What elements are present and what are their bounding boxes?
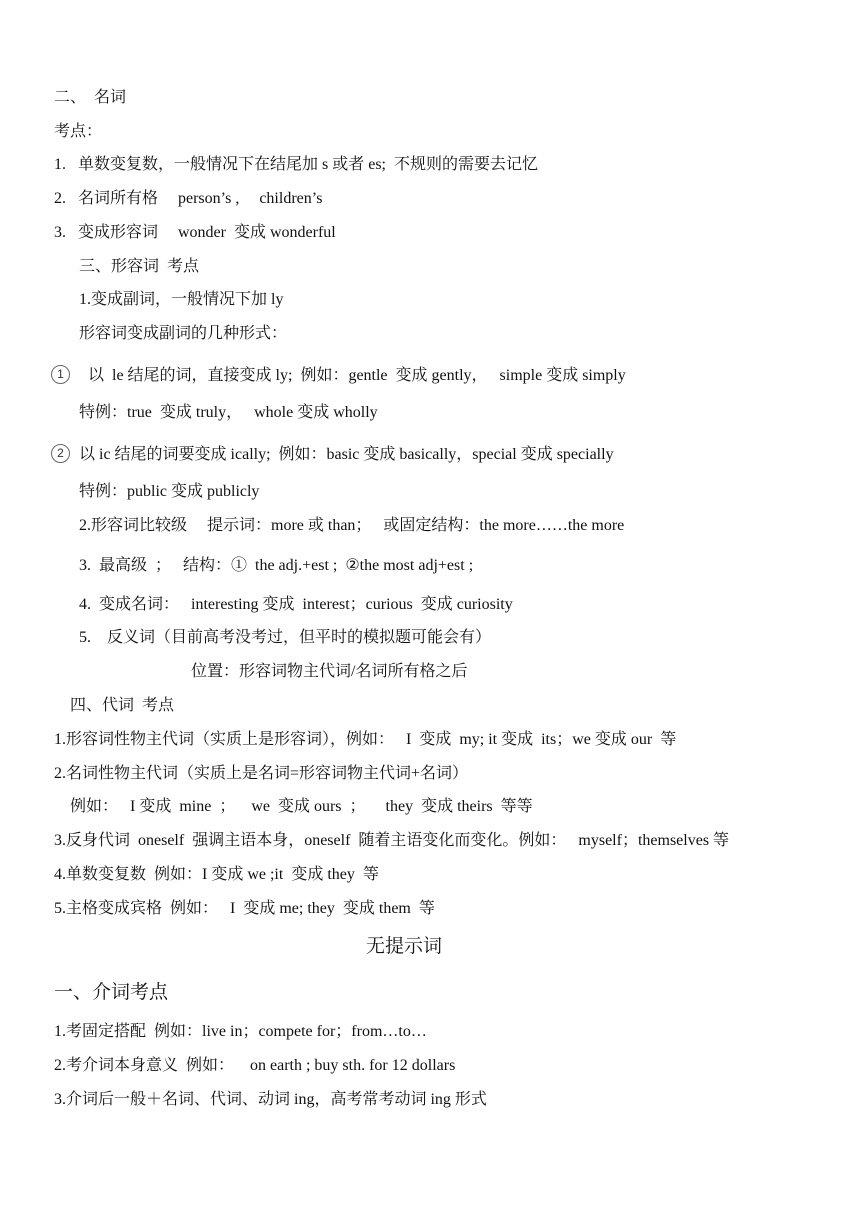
pronoun-item-2-example: 例如： I 变成 mine ； we 变成 ours ； they 变成 theirs 等等 — [70, 798, 533, 815]
circled-number-1: 1 — [51, 365, 70, 384]
noun-kaodian: 考点： — [54, 123, 103, 140]
adjective-rule-2-exception: 特例：public 变成 publicly — [79, 483, 260, 500]
preposition-item-2: 2.考介词本身意义 例如： on earth ; buy sth. for 12 dollars — [54, 1057, 456, 1074]
adjective-heading: 三、形容词 考点 — [79, 258, 200, 275]
adjective-point-2: 2.形容词比较级 提示词：more 或 than； 或固定结构：the more……the more — [79, 517, 625, 534]
pronoun-item-4: 4.单数变复数 例如：I 变成 we ;it 变成 they 等 — [54, 866, 379, 883]
section-title: 无提示词 — [366, 936, 443, 957]
noun-item-1: 1. 单数变复数，一般情况下在结尾加 s 或者 es; 不规则的需要去记忆 — [54, 156, 539, 173]
noun-item-3: 3. 变成形容词 wonder 变成 wonderful — [54, 224, 336, 241]
pronoun-item-5: 5.主格变成宾格 例如： I 变成 me; they 变成 them 等 — [54, 900, 435, 917]
pronoun-item-3: 3.反身代词 oneself 强调主语本身，oneself 随着主语变化而变化。例如： myself；themselves 等 — [54, 832, 730, 849]
preposition-heading: 一、介词考点 — [54, 982, 169, 1003]
noun-heading: 二、 名词 — [54, 89, 127, 106]
noun-item-2: 2. 名词所有格 person’s , children’s — [54, 190, 323, 207]
adjective-point-5-position: 位置：形容词物主代词/名词所有格之后 — [191, 663, 468, 680]
adjective-point-3: 3. 最高级 ； 结构：① the adj.+est ; ②the most adj+est ; — [79, 557, 474, 574]
adjective-rule-1-exception: 特例：true 变成 truly， whole 变成 wholly — [79, 404, 378, 421]
pronoun-item-1: 1.形容词性物主代词（实质上是形容词），例如： I 变成 my; it 变成 its；we 变成 our 等 — [54, 731, 677, 748]
adjective-point-1-sub: 形容词变成副词的几种形式： — [79, 325, 288, 342]
pronoun-heading: 四、代词 考点 — [70, 697, 175, 714]
adjective-point-5: 5. 反义词（目前高考没考过，但平时的模拟题可能会有） — [79, 629, 492, 646]
adjective-rule-1: 以 le 结尾的词，直接变成 ly; 例如：gentle 变成 gently， simple 变成 simply — [88, 367, 626, 384]
adjective-point-1: 1.变成副词，一般情况下加 ly — [79, 291, 284, 308]
adjective-rule-2: 以 ic 结尾的词要变成 ically; 例如：basic 变成 basically，special 变成 specially — [79, 446, 614, 463]
preposition-item-3: 3.介词后一般＋名词、代词、动词 ing，高考常考动词 ing 形式 — [54, 1091, 487, 1108]
preposition-item-1: 1.考固定搭配 例如：live in；compete for；from…to… — [54, 1023, 427, 1040]
pronoun-item-2: 2.名词性物主代词（实质上是名词=形容词物主代词+名词） — [54, 765, 469, 782]
circled-number-2: 2 — [51, 444, 70, 463]
adjective-point-4: 4. 变成名词： interesting 变成 interest；curious 变成 curiosity — [79, 596, 513, 613]
